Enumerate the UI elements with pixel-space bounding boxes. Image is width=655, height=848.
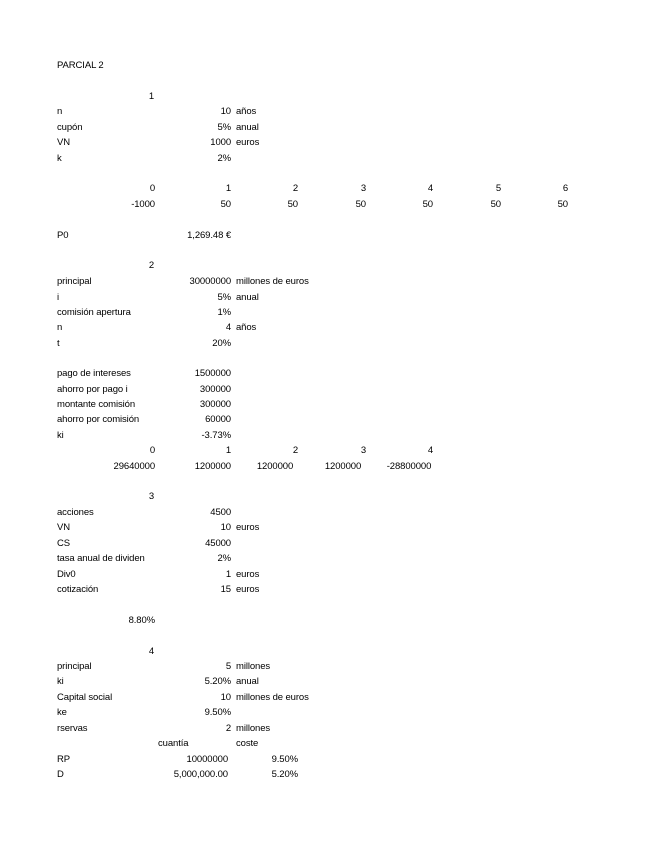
s2-flow-2: 1200000: [256, 461, 294, 472]
s1-unit-n: años: [236, 106, 257, 117]
s1-value-k: 2%: [217, 153, 231, 164]
s1-p0-label: P0: [57, 230, 69, 241]
s1-period-1: 1: [225, 183, 231, 194]
s2-calc-label-ahorro-comision: ahorro por comisión: [57, 414, 140, 425]
s2-value-comision: 1%: [217, 307, 231, 318]
s1-label-k: k: [57, 153, 62, 164]
s4-row-cost-rp: 9.50%: [271, 754, 298, 765]
s3-value-cs: 45000: [205, 538, 231, 549]
s1-flow-1: 50: [220, 199, 231, 210]
s2-calc-label-ahorro-i: ahorro por pago i: [57, 384, 128, 395]
s2-value-n: 4: [225, 322, 231, 333]
s2-value-t: 20%: [212, 338, 231, 349]
s2-value-principal: 30000000: [189, 276, 231, 287]
s4-unit-principal: millones: [236, 661, 271, 672]
s1-unit-vn: euros: [236, 137, 260, 148]
s3-unit-div0: euros: [236, 569, 260, 580]
s4-value-principal: 5: [225, 661, 231, 672]
section-3-number: 3: [148, 491, 154, 502]
s2-calc-value-ahorro-i: 300000: [199, 384, 231, 395]
s4-value-capital: 10: [220, 692, 231, 703]
s4-row-amount-d: 5,000,000.00: [173, 769, 228, 780]
s2-flow-4: -28800000: [386, 461, 432, 472]
s1-flow-6: 50: [557, 199, 568, 210]
s3-label-cs: CS: [57, 538, 70, 549]
s2-value-i: 5%: [217, 292, 231, 303]
page-title: PARCIAL 2: [57, 60, 104, 71]
section-1-number: 1: [148, 91, 154, 102]
s4-label-principal: principal: [57, 661, 92, 672]
s3-label-acciones: acciones: [57, 507, 94, 518]
s4-label-capital: Capital social: [57, 692, 113, 703]
s4-value-ki: 5.20%: [204, 676, 231, 687]
s3-unit-cotizacion: euros: [236, 584, 260, 595]
s4-header-cuantia: cuantía: [158, 738, 189, 749]
s4-unit-capital: millones de euros: [236, 692, 309, 703]
s1-label-cupon: cupón: [57, 122, 83, 133]
s2-calc-label-intereses: pago de intereses: [57, 368, 131, 379]
s1-period-0: 0: [149, 183, 155, 194]
s4-label-rservas: rservas: [57, 723, 88, 734]
s4-label-ki: ki: [57, 676, 64, 687]
s2-flow-3: 1200000: [324, 461, 362, 472]
s1-value-cupon: 5%: [217, 122, 231, 133]
s1-flow-4: 50: [422, 199, 433, 210]
s3-value-cotizacion: 15: [220, 584, 231, 595]
s1-value-n: 10: [220, 106, 231, 117]
s1-period-2: 2: [292, 183, 298, 194]
s2-label-comision: comisión apertura: [57, 307, 131, 318]
s1-unit-cupon: anual: [236, 122, 259, 133]
s2-label-i: i: [57, 292, 60, 303]
s1-label-vn: VN: [57, 137, 70, 148]
s1-value-vn: 1000: [210, 137, 231, 148]
s4-header-coste: coste: [236, 738, 259, 749]
s2-period-4: 4: [427, 445, 433, 456]
s1-flow-5: 50: [490, 199, 501, 210]
s3-label-div0: Div0: [57, 569, 76, 580]
s2-calc-value-ki: -3.73%: [201, 430, 231, 441]
s2-period-1: 1: [225, 445, 231, 456]
s2-period-2: 2: [292, 445, 298, 456]
s2-flow-0: 29640000: [113, 461, 155, 472]
s1-period-3: 3: [360, 183, 366, 194]
s3-value-acciones: 4500: [210, 507, 231, 518]
s4-row-cost-d: 5.20%: [271, 769, 298, 780]
s2-calc-value-montante: 300000: [199, 399, 231, 410]
s2-period-0: 0: [149, 445, 155, 456]
s4-unit-ki: anual: [236, 676, 259, 687]
s3-label-cotizacion: cotización: [57, 584, 99, 595]
s1-flow-2: 50: [287, 199, 298, 210]
section-2-number: 2: [148, 260, 154, 271]
s4-row-label-rp: RP: [57, 754, 70, 765]
s4-unit-rservas: millones: [236, 723, 271, 734]
s2-period-3: 3: [360, 445, 366, 456]
section-4-number: 4: [148, 646, 154, 657]
s2-calc-label-ki: ki: [57, 430, 64, 441]
s4-value-rservas: 2: [225, 723, 231, 734]
s2-label-n: n: [57, 322, 63, 333]
s4-label-ke: ke: [57, 707, 67, 718]
s4-row-label-d: D: [57, 769, 64, 780]
s3-label-tasa: tasa anual de dividen: [57, 553, 145, 564]
s2-unit-n: años: [236, 322, 257, 333]
s2-flow-1: 1200000: [194, 461, 231, 472]
s2-calc-label-montante: montante comisión: [57, 399, 136, 410]
s2-label-t: t: [57, 338, 60, 349]
s1-period-4: 4: [427, 183, 433, 194]
s2-unit-principal: millones de euros: [236, 276, 309, 287]
s3-value-div0: 1: [225, 569, 231, 580]
s1-period-6: 6: [562, 183, 568, 194]
s3-label-vn: VN: [57, 522, 70, 533]
s2-label-principal: principal: [57, 276, 92, 287]
s3-unit-vn: euros: [236, 522, 260, 533]
s3-value-tasa: 2%: [217, 553, 231, 564]
s1-flow-0: -1000: [131, 199, 155, 210]
s1-flow-3: 50: [355, 199, 366, 210]
s1-period-5: 5: [495, 183, 501, 194]
s2-calc-value-intereses: 1500000: [194, 368, 231, 379]
s1-label-n: n: [57, 106, 63, 117]
s4-value-ke: 9.50%: [204, 707, 231, 718]
s2-calc-value-ahorro-comision: 60000: [205, 414, 231, 425]
s3-value-vn: 10: [220, 522, 231, 533]
s1-p0-value: 1,269.48 €: [187, 230, 231, 241]
s3-result: 8.80%: [128, 615, 155, 626]
s4-row-amount-rp: 10000000: [186, 754, 228, 765]
s2-unit-i: anual: [236, 292, 259, 303]
